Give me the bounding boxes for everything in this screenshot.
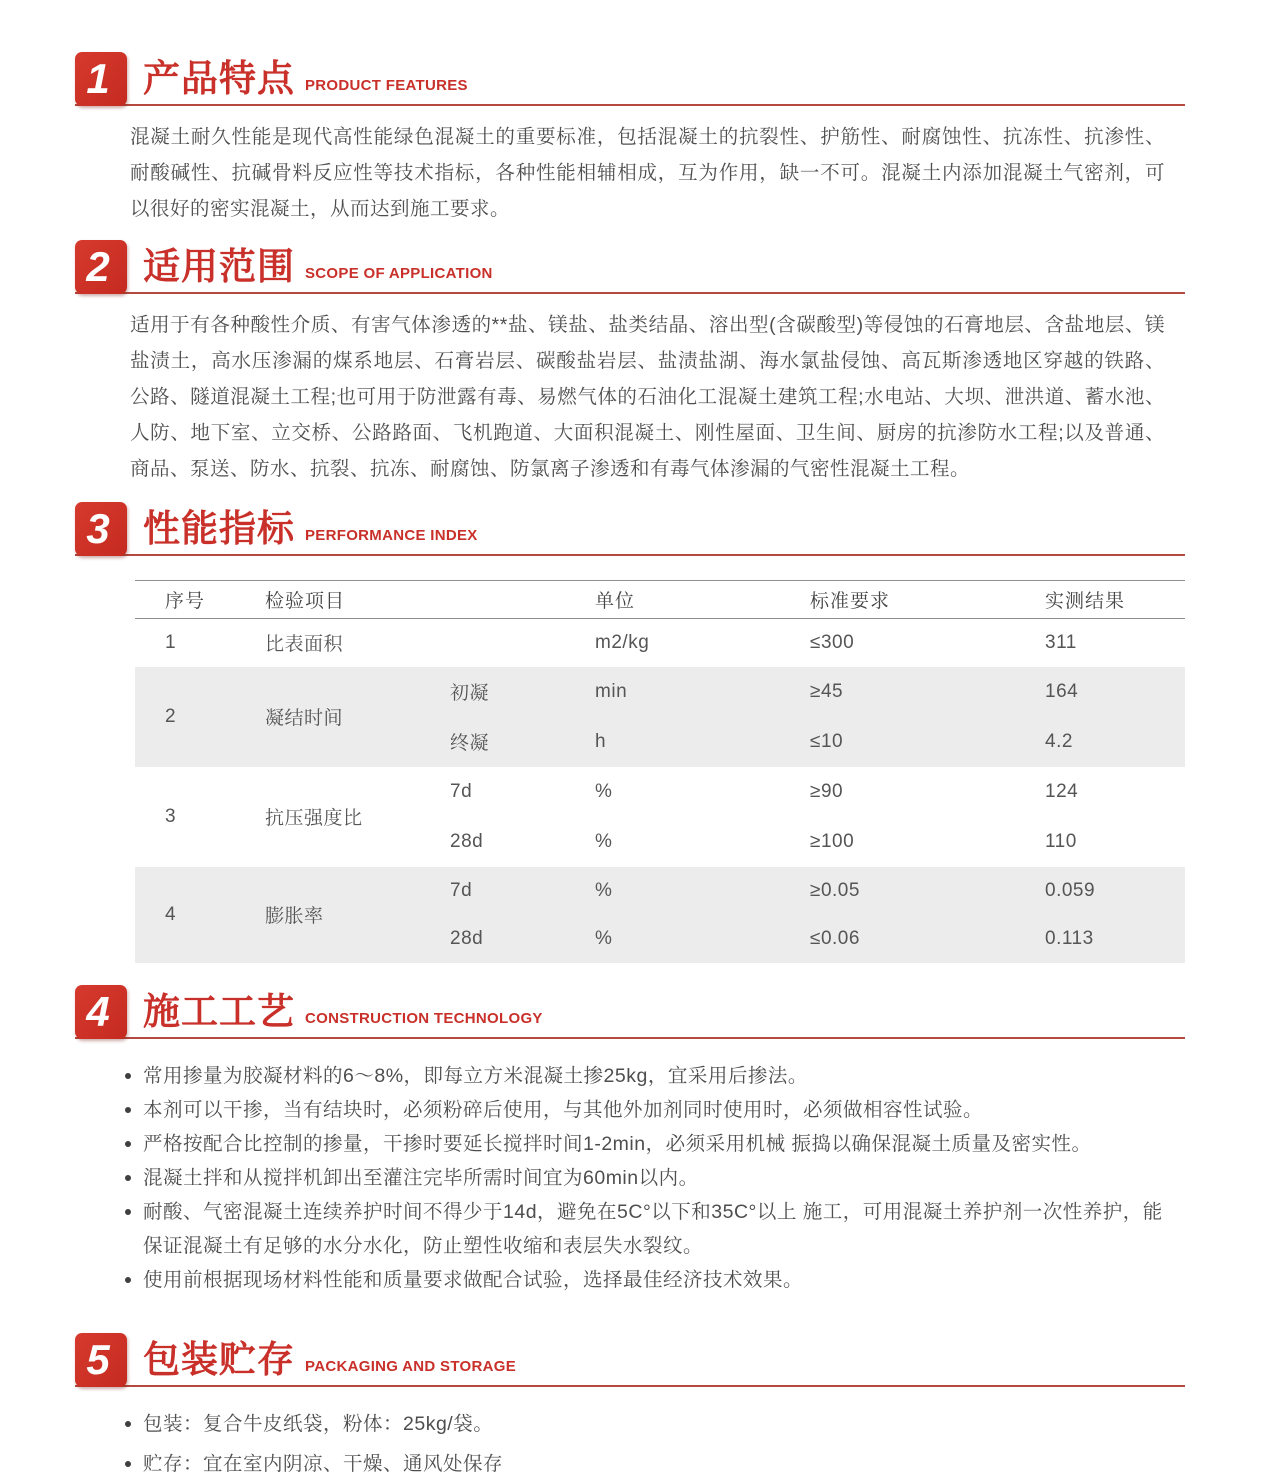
- section-number-badge: [75, 1333, 127, 1387]
- section-construction-technology: [75, 985, 1185, 1297]
- bullet-text: 使用前根据现场材料性能和质量要求做配合试验，选择最佳经济技术效果。: [143, 1268, 804, 1291]
- table-row: [135, 667, 1185, 717]
- section-title-zh: 施工工艺: [143, 990, 295, 1032]
- cell-item: 抗压强度比: [265, 808, 363, 829]
- col-header-item: 检验项目: [230, 581, 560, 619]
- section-header: [75, 1333, 1185, 1387]
- bullet-icon: [125, 1277, 131, 1283]
- list-item: [125, 1059, 1165, 1093]
- section-number: 5: [86, 1335, 110, 1383]
- section-packaging-and-storage: [75, 1333, 1185, 1481]
- cell-result: 0.059: [1010, 867, 1185, 915]
- list-item: [125, 1263, 1165, 1297]
- cell-item: 凝结时间: [230, 667, 430, 767]
- bullet-icon: [125, 1461, 131, 1467]
- section-header: [75, 240, 1185, 294]
- cell-unit: %: [595, 830, 613, 852]
- section-title-zh: 产品特点: [143, 58, 295, 99]
- cell-unit: %: [560, 915, 775, 963]
- cell-standard: ≥100: [810, 830, 855, 852]
- section-paragraph: 混凝土耐久性能是现代高性能绿色混凝土的重要标准，包括混凝土的抗裂性、护筋性、耐腐蚀性、抗冻性、抗渗性、耐酸碱性、抗碱骨料反应性等技术指标，各种性能相辅相成，互为作用，缺一不可。混凝土内添加混凝土气密剂，可以很好的密实混凝土，从而达到施工要求。: [130, 126, 1165, 220]
- bullet-icon: [125, 1175, 131, 1181]
- cell-no: 2: [135, 667, 230, 767]
- bullet-icon: [125, 1107, 131, 1113]
- section-title-en: PRODUCT FEATURES: [305, 77, 468, 94]
- list-item: [125, 1407, 1165, 1441]
- section-scope-of-application: [75, 240, 1185, 487]
- cell-unit: %: [560, 867, 775, 915]
- section-title-en: CONSTRUCTION TECHNOLOGY: [305, 1009, 543, 1027]
- cell-item: 比表面积: [265, 634, 344, 656]
- section-title-zh: 性能指标: [143, 508, 295, 549]
- col-header-unit: 单位: [560, 581, 775, 619]
- cell-standard: ≤0.06: [775, 915, 1010, 963]
- table-row: [135, 767, 1185, 817]
- cell-unit: min: [560, 667, 775, 717]
- cell-standard: ≥90: [810, 780, 844, 802]
- list-item: [125, 1127, 1165, 1161]
- section-title-en: PACKAGING AND STORAGE: [305, 1357, 517, 1375]
- bullet-text: 贮存：宜在室内阴凉、干燥、通风处保存: [143, 1452, 504, 1475]
- performance-table: [135, 580, 1185, 963]
- bullet-icon: [125, 1141, 131, 1147]
- bullet-text: 混凝土拌和从搅拌机卸出至灌注完毕所需时间宜为60min以内。: [143, 1166, 699, 1189]
- cell-item: 膨胀率: [230, 867, 430, 963]
- cell-sub: 终凝: [430, 717, 560, 767]
- cell-standard: ≥0.05: [775, 867, 1010, 915]
- cell-no: 1: [165, 631, 177, 653]
- cell-standard: ≤300: [810, 631, 855, 653]
- bullet-icon: [125, 1421, 131, 1427]
- section-performance-index: [75, 502, 1185, 963]
- section-number: 1: [86, 55, 110, 102]
- section-number: 2: [86, 243, 110, 290]
- cell-sub: 7d: [450, 780, 473, 802]
- section-number: 4: [86, 987, 110, 1035]
- list-item: [125, 1195, 1165, 1263]
- cell-sub: 28d: [430, 915, 560, 963]
- cell-result: 110: [1045, 830, 1077, 852]
- section-header: [75, 52, 1185, 106]
- cell-standard: ≤10: [775, 717, 1010, 767]
- cell-sub: 28d: [450, 830, 484, 852]
- cell-result: 124: [1045, 780, 1079, 802]
- cell-sub: 初凝: [430, 667, 560, 717]
- bullet-text: 本剂可以干掺，当有结块时，必须粉碎后使用，与其他外加剂同时使用时，必须做相容性试验。: [143, 1098, 984, 1121]
- cell-result: 164: [1010, 667, 1185, 717]
- cell-result: 4.2: [1010, 717, 1185, 767]
- section-title-en: PERFORMANCE INDEX: [305, 527, 478, 544]
- bullet-icon: [125, 1073, 131, 1079]
- cell-unit: %: [595, 780, 613, 802]
- section-number-badge: [75, 502, 127, 556]
- section-title-en: SCOPE OF APPLICATION: [305, 265, 493, 282]
- cell-no: 4: [135, 867, 230, 963]
- table-row: [135, 867, 1185, 915]
- cell-standard: ≥45: [775, 667, 1010, 717]
- list-item: [125, 1093, 1165, 1127]
- section-header: [75, 502, 1185, 556]
- bullet-text: 包装：复合牛皮纸袋，粉体：25kg/袋。: [143, 1412, 494, 1435]
- section-title-zh: 适用范围: [143, 246, 295, 287]
- cell-result: 0.113: [1010, 915, 1185, 963]
- section-number-badge: [75, 52, 127, 106]
- table-row: [135, 619, 1185, 667]
- cell-unit: m2/kg: [595, 631, 650, 653]
- table-header-row: [135, 581, 1185, 619]
- bullet-text: 严格按配合比控制的掺量，干掺时要延长搅拌时间1-2min，必须采用机械 振捣以确保混凝土质量及密实性。: [143, 1132, 1092, 1155]
- bullet-icon: [125, 1209, 131, 1215]
- section-number-badge: [75, 985, 127, 1039]
- list-item: [125, 1447, 1165, 1481]
- list-item: [125, 1161, 1165, 1195]
- cell-no: 3: [165, 805, 177, 827]
- packaging-bullet-list: [125, 1407, 1165, 1481]
- construction-bullet-list: [125, 1059, 1165, 1297]
- bullet-text: 耐酸、气密混凝土连续养护时间不得少于14d，避免在5C°以下和35C°以上 施工，可用混凝土养护剂一次性养护，能保证混凝土有足够的水分水化，防止塑性收缩和表层失水裂纹。: [143, 1200, 1163, 1257]
- section-title-zh: 包装贮存: [143, 1338, 295, 1380]
- col-header-standard: 标准要求: [775, 581, 1010, 619]
- bullet-text: 常用掺量为胶凝材料的6～8%，即每立方米混凝土掺25kg，宜采用后掺法。: [143, 1064, 808, 1087]
- section-product-features: [75, 52, 1185, 227]
- section-header: [75, 985, 1185, 1039]
- cell-unit: h: [560, 717, 775, 767]
- col-header-result: 实测结果: [1010, 581, 1185, 619]
- section-paragraph: 适用于有各种酸性介质、有害气体渗透的**盐、镁盐、盐类结晶、溶出型(含碳酸型)等侵蚀的石膏地层、含盐地层、镁盐渍土，高水压渗漏的煤系地层、石膏岩层、碳酸盐岩层、盐渍盐湖、海水氯盐侵蚀、高瓦斯渗透地区穿越的铁路、公路、隧道混凝土工程;也可用于防泄露有毒、易燃气体的石油化工混凝土建筑工程;水电站、大坝、泄洪道、蓄水池、人防、地下室、立交桥、公路路面、飞机跑道、大面积混凝土、刚性屋面、卫生间、厨房的抗渗防水工程;以及普通、商品、泵送、防水、抗裂、抗冻、耐腐蚀、防氯离子渗透和有毒气体渗漏的气密性混凝土工程。: [130, 314, 1165, 480]
- cell-result: 311: [1045, 631, 1077, 653]
- cell-sub: 7d: [430, 867, 560, 915]
- section-number: 3: [86, 505, 110, 552]
- col-header-no: 序号: [135, 581, 230, 619]
- section-number-badge: [75, 240, 127, 294]
